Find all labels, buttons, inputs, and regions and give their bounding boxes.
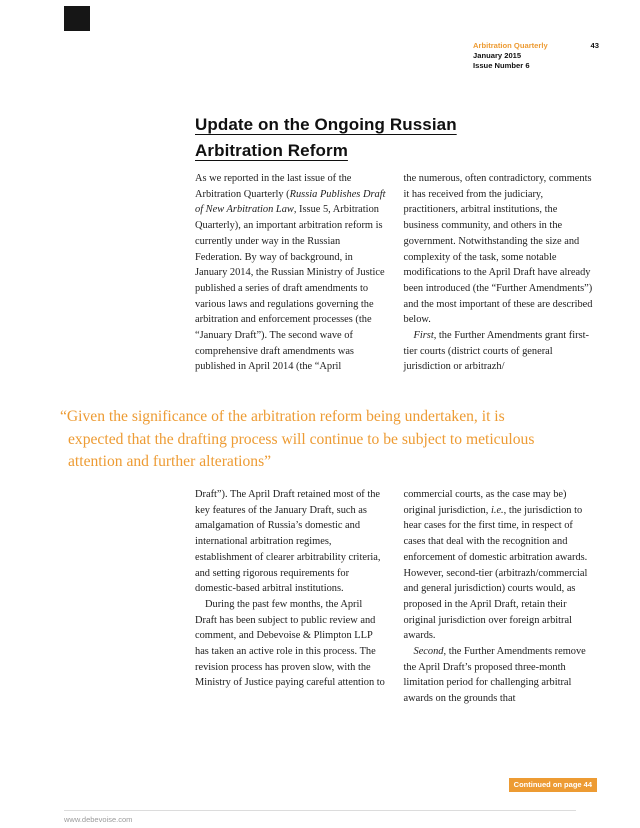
paragraph: the numerous, often contradictory, comments it has received from the judiciary, practitioners, arbitral institutions, the business community, and others in the government. Notwithstanding the size and complexity of the task, some notable modifications to the April Draft have already been introduced (the “Further Amendments”) and the most important of these are described below. <box>403 173 593 326</box>
column-left <box>195 487 387 707</box>
body-section-1 <box>195 171 595 375</box>
pull-quote: “Given the significance of the arbitration reform being undertaken, it is expected that the drafting process will continue to be subject to meticulous attention and further alterations” <box>60 408 535 470</box>
issue-number: Issue Number 6 <box>473 61 530 70</box>
paragraph: Draft”). The April Draft retained most of the key features of the January Draft, such as amalgamation of Russia’s domestic and international arbitration regimes, establishment of clearer arbitrability criteria, and setting rigorous requirements for domestic-based arbitral institutions. <box>195 489 381 595</box>
article-title <box>195 112 457 164</box>
continued-on-page-link[interactable]: Continued on page 44 <box>509 778 597 792</box>
paragraph: As we reported in the last issue of the Arbitration Quarterly (Russia Publishes Draft of New Arbitration Law, Issue 5, Arbitration Quarterly), an important arbitration reform is currently under way in the Russian Federation. By way of background, in January 2014, the Russian Ministry of Justice published a series of draft amendments to various laws and regulations governing the arbitration and enforcement processes (the “January Draft”). The second wave of comprehensive draft amendments was published in April 2014 (the “April <box>195 173 386 373</box>
paragraph: First, the Further Amendments grant first-tier courts (district courts of general jurisdiction or arbitrazh/ <box>403 330 589 373</box>
column-right <box>404 171 596 375</box>
publisher-logo-mark <box>64 6 90 31</box>
masthead-text-block <box>473 41 548 71</box>
site-url-link[interactable]: www.debevoise.com <box>64 815 133 824</box>
page-number: 43 <box>590 41 599 50</box>
column-right <box>404 487 596 707</box>
footer-divider <box>64 810 576 811</box>
column-left <box>195 171 387 375</box>
article-title-line-1: Update on the Ongoing Russian <box>195 115 457 134</box>
issue-date: January 2015 <box>473 51 522 60</box>
publication-name: Arbitration Quarterly <box>473 41 548 50</box>
body-section-2 <box>195 487 595 707</box>
paragraph: commercial courts, as the case may be) original jurisdiction, i.e., the jurisdiction to hear cases for the first time, in respect of cases that deal with the recognition and enforcement of domestic arbitration awards. However, second-tier (arbitrazh/commercial and general jurisdiction) courts would, as proposed in the April Draft, retain their original jurisdiction over foreign arbitral awards. <box>403 489 588 642</box>
article-title-line-2: Arbitration Reform <box>195 141 348 160</box>
paragraph: During the past few months, the April Draft has been subject to public review and comment, and Debevoise & Plimpton LLP has taken an active role in this process. The revision process has proven slow, with the Ministry of Justice paying careful attention to <box>195 598 385 689</box>
masthead <box>473 41 599 71</box>
paragraph: Second, the Further Amendments remove the April Draft’s proposed three-month limitation period for challenging arbitral awards on the grounds that <box>403 646 586 705</box>
